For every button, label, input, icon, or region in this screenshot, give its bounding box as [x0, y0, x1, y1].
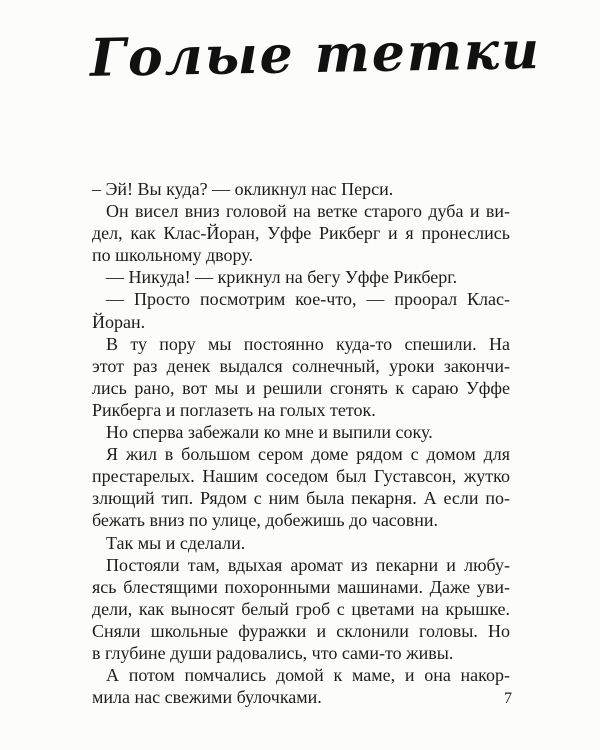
text-line: Йоран.: [92, 311, 146, 332]
text-line: Так мы и сделали.: [106, 532, 246, 553]
text-line: бежать вниз по улице, добежишь до часовни.: [92, 510, 439, 531]
text-line: этот раз денек выдался солнечный, уроки закончи-: [92, 355, 510, 376]
paragraph: [92, 443, 510, 531]
paragraph: [92, 421, 510, 443]
text-line: в глубине души радовались, что сами-то живы.: [92, 642, 454, 663]
text-line: дел, как Клас-Йоран, Уффе Рикберг и я пронеслись: [92, 223, 510, 244]
text-line: Он висел вниз головой на ветке старого дуба и ви-: [106, 201, 510, 222]
paragraph: [92, 333, 510, 421]
text-line: — Никуда! — крикнул на бегу Уффе Рикберг.: [106, 267, 458, 288]
text-line: злющий тип. Рядом с ним была пекарня. А если по-: [92, 488, 510, 509]
text-line: дели, как выносят белый гроб с цветами на крышке.: [92, 598, 510, 619]
text-line: лись рано, вот мы и решили сгонять к сараю Уффе: [92, 377, 510, 398]
paragraph: [92, 532, 510, 554]
text-line: ясь блестящими похоронными машинами. Даже уви-: [92, 576, 510, 597]
paragraph: [92, 200, 510, 266]
chapter-title: Голые тетки: [89, 20, 542, 89]
text-line: Но сперва забежали ко мне и выпили соку.: [106, 422, 433, 443]
paragraph: [92, 178, 510, 200]
page-number: 7: [504, 690, 512, 707]
text-line: – Эй! Вы куда? — окликнул нас Перси.: [92, 179, 394, 199]
text-line: Сняли школьные фуражки и склонили головы. Но: [92, 620, 510, 641]
paragraph: [92, 554, 510, 664]
text-line: Рикберга и поглазеть на голых теток.: [92, 399, 376, 420]
text-line: В ту пору мы постоянно куда-то спешили. На: [106, 333, 510, 354]
text-line: по школьному двору.: [92, 245, 253, 266]
text-line: — Просто посмотрим кое-что, — проорал Клас-: [106, 289, 510, 310]
text-line: Я жил в большом сером доме рядом с домом для: [106, 444, 510, 465]
text-line: А потом помчались домой к маме, и она накор-: [106, 665, 510, 686]
paragraph: [92, 288, 510, 332]
text-line: мила нас свежими булочками.: [92, 687, 322, 708]
paragraph: [92, 664, 510, 708]
paragraph: [92, 266, 510, 288]
text-line: престарелых. Нашим соседом был Густавсон, жутко: [92, 466, 510, 487]
chapter-body: [92, 178, 510, 708]
text-line: Постояли там, вдыхая аромат из пекарни и любу-: [106, 554, 510, 575]
